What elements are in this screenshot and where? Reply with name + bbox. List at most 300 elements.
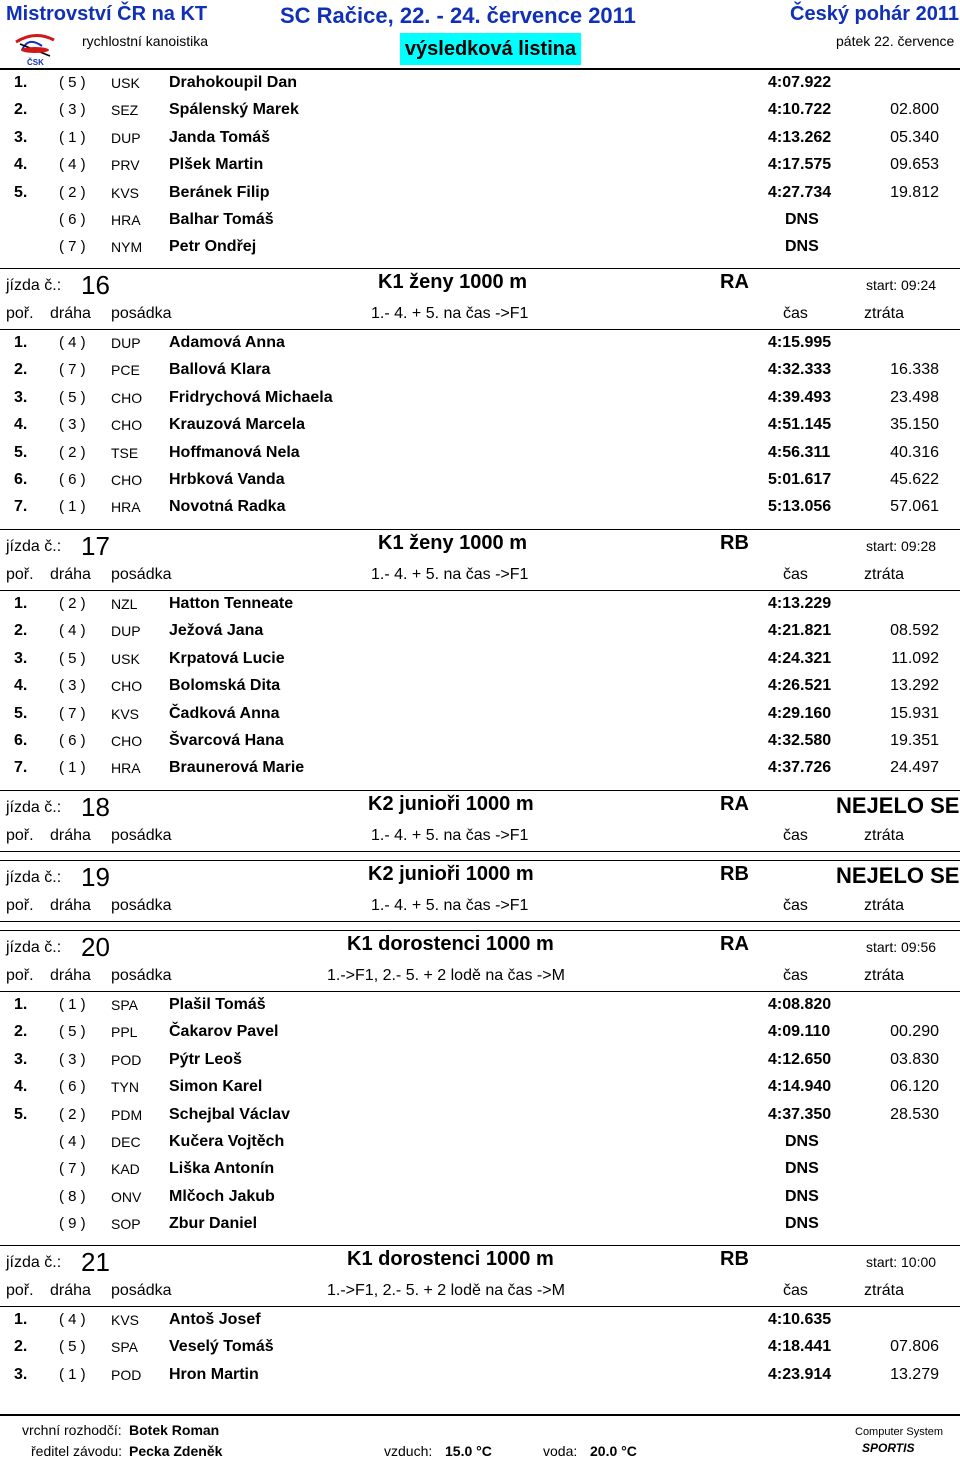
result-row [0, 234, 960, 261]
result-row [0, 97, 960, 124]
column-header [0, 564, 960, 590]
race-title: K1 dorostenci 1000 m [347, 933, 554, 955]
athlete-name: Mlčoch Jakub [169, 1187, 275, 1205]
rank: 3. [14, 649, 28, 667]
col-loss: ztráta [864, 566, 905, 583]
rank: 4. [14, 416, 28, 434]
column-header-divider [0, 851, 960, 852]
column-header-divider [0, 921, 960, 922]
result-row [0, 385, 960, 412]
race-title: K1 ženy 1000 m [378, 271, 527, 293]
athlete-name: Novotná Radka [169, 498, 286, 516]
start-time: start: 09:28 [866, 538, 937, 554]
race-header [0, 933, 960, 965]
venue-dates-title: SC Račice, 22. - 24. července 2011 [280, 3, 636, 28]
club-code: CHO [111, 678, 143, 695]
finish-time: 4:18.441 [768, 1338, 832, 1356]
rank: 2. [14, 101, 28, 119]
result-row [0, 618, 960, 645]
result-row [0, 646, 960, 673]
lane: ( 5 ) [59, 388, 86, 406]
col-loss: ztráta [864, 967, 905, 984]
finish-time: 4:10.722 [768, 101, 832, 119]
club-code: KVS [111, 705, 140, 722]
club-code: USK [111, 75, 140, 91]
race-number: 18 [81, 792, 110, 822]
time-loss: 03.830 [890, 1050, 939, 1068]
athlete-name: Hoffmanová Nela [169, 443, 300, 461]
rank: 1. [14, 1311, 28, 1328]
club-code: TYN [111, 1079, 139, 1096]
club-code: PCE [111, 362, 140, 379]
result-row [0, 494, 960, 521]
finish-time: 4:09.110 [768, 1023, 831, 1041]
race-group: RB [720, 863, 749, 885]
lane: ( 8 ) [59, 1187, 86, 1205]
lane: ( 3 ) [59, 101, 86, 119]
finish-time: 4:12.650 [768, 1050, 832, 1068]
athlete-name: Švarcová Hana [169, 732, 284, 749]
athlete-name: Krpatová Lucie [169, 649, 285, 667]
air-temp-value: 15.0 °C [445, 1443, 492, 1459]
time-loss: 02.800 [890, 101, 939, 119]
water-temp-value: 20.0 °C [590, 1443, 637, 1459]
athlete-name: Pýtr Leoš [169, 1050, 242, 1068]
not-held-notice: NEJELO SE [836, 863, 960, 888]
col-rank: poř. [6, 566, 34, 583]
col-loss: ztráta [864, 305, 905, 322]
column-header [0, 825, 960, 851]
cup-title: Český pohár 2011 [790, 3, 959, 25]
lane: ( 4 ) [59, 156, 86, 174]
finish-time: 4:56.311 [768, 443, 831, 461]
race-divider [0, 790, 960, 791]
race-group: RA [720, 793, 749, 815]
club-code: CHO [111, 389, 143, 406]
club-code: ONV [111, 1188, 142, 1205]
club-code: CHO [111, 417, 143, 434]
finish-time: 4:10.635 [768, 1311, 832, 1328]
race-number-label: jízda č.: [6, 277, 62, 294]
result-row [0, 152, 960, 179]
lane: ( 4 ) [59, 1133, 86, 1150]
col-lane: dráha [50, 305, 91, 322]
time-loss: 15.931 [890, 704, 939, 722]
lane: ( 1 ) [59, 498, 86, 516]
rank: 2. [14, 361, 28, 379]
club-code: HRA [111, 212, 141, 228]
finish-time: 4:08.820 [768, 996, 832, 1013]
col-rank: poř. [6, 1282, 34, 1299]
athlete-name: Petr Ondřej [169, 238, 257, 256]
lane: ( 1 ) [59, 759, 86, 777]
time-loss: 35.150 [890, 416, 939, 434]
col-lane: dráha [50, 566, 91, 583]
result-row [0, 1184, 960, 1211]
col-time: čas [783, 305, 808, 322]
rank: 1. [14, 334, 28, 351]
footer [0, 1414, 960, 1466]
championship-title: Mistrovství ČR na KT [6, 3, 208, 25]
result-row [0, 591, 960, 618]
club-code: DEC [111, 1134, 141, 1150]
race-number: 16 [81, 270, 110, 300]
finish-time: 4:07.922 [768, 74, 832, 91]
lane: ( 7 ) [59, 361, 86, 379]
race-divider [0, 268, 960, 269]
rank: 5. [14, 1105, 28, 1123]
start-time: start: 09:24 [866, 277, 937, 293]
finish-time: 5:13.056 [768, 498, 832, 516]
referee-label: vrchní rozhodčí: [22, 1422, 122, 1438]
rank: 6. [14, 732, 28, 749]
race-header [0, 271, 960, 303]
result-row [0, 70, 960, 97]
race-title: K2 junioři 1000 m [368, 793, 534, 815]
club-code: PDM [111, 1106, 143, 1123]
results-banner: výsledková listina [400, 33, 581, 65]
column-header [0, 965, 960, 991]
column-header [0, 895, 960, 921]
lane: ( 2 ) [59, 443, 86, 461]
col-rank: poř. [6, 897, 34, 914]
rank: 6. [14, 471, 28, 488]
race-title: K2 junioři 1000 m [368, 863, 534, 885]
result-row [0, 1362, 960, 1389]
finish-time: 4:26.521 [768, 677, 832, 695]
finish-time: 4:14.940 [768, 1078, 832, 1096]
athlete-name: Krauzová Marcela [169, 416, 306, 434]
time-loss: 45.622 [890, 471, 939, 488]
director-name: Pecka Zdeněk [129, 1443, 223, 1459]
athlete-name: Drahokoupil Dan [169, 74, 298, 91]
column-header [0, 1280, 960, 1306]
svg-text:ČSK: ČSK [27, 58, 44, 67]
time-loss: 40.316 [890, 443, 939, 461]
race-number-label: jízda č.: [6, 869, 62, 886]
event-date: pátek 22. července [836, 33, 955, 49]
finish-time: 5:01.617 [768, 471, 832, 488]
col-rank: poř. [6, 827, 34, 844]
col-time: čas [783, 967, 808, 984]
club-code: CHO [111, 733, 143, 749]
race-header [0, 1248, 960, 1280]
finish-time: 4:15.995 [768, 334, 832, 351]
club-code: SEZ [111, 102, 139, 119]
lane: ( 6 ) [59, 471, 86, 488]
finish-time: DNS [785, 1187, 819, 1205]
club-code: SPA [111, 997, 138, 1013]
finish-time: 4:13.229 [768, 595, 832, 612]
col-time: čas [783, 897, 808, 914]
time-loss: 09.653 [890, 156, 939, 174]
athlete-name: Kučera Vojtěch [169, 1133, 285, 1150]
club-code: PRV [111, 157, 140, 174]
col-crew: posádka [111, 305, 172, 322]
finish-time: 4:27.734 [768, 183, 832, 201]
result-row [0, 125, 960, 152]
lane: ( 1 ) [59, 996, 86, 1013]
col-crew: posádka [111, 827, 172, 844]
lane: ( 7 ) [59, 1160, 86, 1178]
col-rank: poř. [6, 305, 34, 322]
result-row [0, 357, 960, 384]
time-loss: 05.340 [890, 128, 939, 146]
race-title: K1 dorostenci 1000 m [347, 1248, 554, 1270]
rank: 4. [14, 677, 28, 695]
athlete-name: Liška Antonín [169, 1160, 275, 1178]
club-code: KAD [111, 1161, 140, 1178]
athlete-name: Schejbal Václav [169, 1105, 290, 1123]
lane: ( 3 ) [59, 677, 86, 695]
club-code: POD [111, 1051, 142, 1068]
finish-time: 4:51.145 [768, 416, 832, 434]
athlete-name: Plšek Martin [169, 156, 264, 174]
athlete-name: Čadková Anna [169, 704, 280, 722]
rank: 1. [14, 996, 28, 1013]
race-group: RB [720, 532, 749, 554]
result-row [0, 207, 960, 234]
lane: ( 5 ) [59, 649, 86, 667]
progression-rule: 1.->F1, 2.- 5. + 2 lodě na čas ->M [327, 967, 565, 984]
race-divider [0, 529, 960, 530]
rank: 3. [14, 1050, 28, 1068]
result-row [0, 467, 960, 494]
club-code: NZL [111, 596, 138, 612]
lane: ( 3 ) [59, 1050, 86, 1068]
time-loss: 28.530 [890, 1105, 939, 1123]
result-row [0, 701, 960, 728]
col-crew: posádka [111, 1282, 172, 1299]
result-row [0, 1211, 960, 1238]
lane: ( 9 ) [59, 1215, 86, 1233]
time-loss: 57.061 [890, 498, 939, 516]
race-number-label: jízda č.: [6, 939, 62, 956]
club-code: CHO [111, 472, 143, 488]
lane: ( 7 ) [59, 238, 86, 256]
race-divider [0, 1245, 960, 1246]
lane: ( 6 ) [59, 732, 86, 749]
col-crew: posádka [111, 967, 172, 984]
race-number: 17 [81, 531, 110, 561]
col-time: čas [783, 827, 808, 844]
time-loss: 24.497 [890, 759, 939, 777]
club-code: SPA [111, 1339, 138, 1356]
rank: 1. [14, 74, 28, 91]
lane: ( 2 ) [59, 1105, 86, 1123]
result-row [0, 1019, 960, 1046]
result-row [0, 728, 960, 755]
lane: ( 1 ) [59, 128, 86, 146]
lane: ( 2 ) [59, 183, 86, 201]
progression-rule: 1.- 4. + 5. na čas ->F1 [371, 897, 529, 914]
result-row [0, 1047, 960, 1074]
club-code: DUP [111, 623, 141, 640]
club-code: NYM [111, 239, 143, 256]
finish-time: 4:29.160 [768, 704, 832, 722]
finish-time: DNS [785, 1215, 819, 1233]
col-time: čas [783, 566, 808, 583]
col-time: čas [783, 1282, 808, 1299]
finish-time: 4:24.321 [768, 649, 832, 667]
club-code: HRA [111, 499, 141, 516]
federation-logo-icon [12, 28, 58, 68]
rank: 2. [14, 622, 28, 640]
result-row [0, 440, 960, 467]
race-number-label: jízda č.: [6, 1254, 62, 1271]
start-time: start: 10:00 [866, 1254, 937, 1270]
finish-time: 4:23.914 [768, 1365, 832, 1383]
time-loss: 06.120 [890, 1078, 939, 1096]
result-row [0, 1129, 960, 1156]
sportis-logo: SPORTIS [862, 1441, 915, 1455]
race-group: RB [720, 1248, 749, 1270]
time-loss: 19.812 [890, 183, 939, 201]
athlete-name: Hatton Tenneate [169, 595, 294, 612]
result-row [0, 1156, 960, 1183]
progression-rule: 1.->F1, 2.- 5. + 2 lodě na čas ->M [327, 1282, 565, 1299]
race-group: RA [720, 933, 749, 955]
finish-time: 4:13.262 [768, 128, 832, 146]
rank: 2. [14, 1023, 28, 1041]
club-code: PPL [111, 1024, 138, 1041]
col-lane: dráha [50, 1282, 91, 1299]
result-row [0, 673, 960, 700]
club-code: HRA [111, 760, 141, 777]
rank: 5. [14, 704, 28, 722]
water-temp-label: voda: [543, 1443, 578, 1459]
progression-rule: 1.- 4. + 5. na čas ->F1 [371, 305, 529, 322]
result-row [0, 992, 960, 1019]
club-code: POD [111, 1366, 142, 1383]
athlete-name: Janda Tomáš [169, 128, 271, 146]
club-code: KVS [111, 1312, 140, 1328]
not-held-notice: NEJELO SE [836, 793, 960, 818]
col-crew: posádka [111, 566, 172, 583]
lane: ( 1 ) [59, 1365, 86, 1383]
race-number-label: jízda č.: [6, 799, 62, 816]
finish-time: 4:37.726 [768, 759, 832, 777]
finish-time: 4:32.333 [768, 361, 832, 379]
result-row [0, 330, 960, 357]
finish-time: 4:32.580 [768, 732, 832, 749]
rank: 7. [14, 759, 28, 777]
col-rank: poř. [6, 967, 34, 984]
lane: ( 4 ) [59, 622, 86, 640]
result-row [0, 1334, 960, 1361]
club-code: KVS [111, 184, 140, 201]
time-loss: 08.592 [890, 622, 939, 640]
lane: ( 5 ) [59, 1338, 86, 1356]
race-header [0, 532, 960, 564]
lane: ( 3 ) [59, 416, 86, 434]
col-lane: dráha [50, 897, 91, 914]
rank: 4. [14, 1078, 28, 1096]
athlete-name: Balhar Tomáš [169, 211, 274, 228]
rank: 4. [14, 156, 28, 174]
time-loss: 13.279 [890, 1365, 939, 1383]
lane: ( 5 ) [59, 1023, 86, 1041]
rank: 7. [14, 498, 28, 516]
result-row [0, 1102, 960, 1129]
athlete-name: Antoš Josef [169, 1311, 261, 1328]
athlete-name: Bolomská Dita [169, 677, 281, 695]
athlete-name: Simon Karel [169, 1078, 263, 1096]
athlete-name: Fridrychová Michaela [169, 388, 333, 406]
finish-time: DNS [785, 211, 819, 228]
time-loss: 23.498 [890, 388, 939, 406]
athlete-name: Adamová Anna [169, 334, 285, 351]
air-temp-label: vzduch: [384, 1443, 433, 1459]
race-divider [0, 930, 960, 931]
result-row [0, 1074, 960, 1101]
computer-system-label: Computer System [855, 1426, 944, 1438]
athlete-name: Spálenský Marek [169, 101, 299, 119]
athlete-name: Plašil Tomáš [169, 996, 266, 1013]
finish-time: 4:21.821 [768, 622, 832, 640]
club-code: DUP [111, 335, 141, 351]
col-loss: ztráta [864, 897, 905, 914]
col-loss: ztráta [864, 1282, 905, 1299]
time-loss: 19.351 [890, 732, 939, 749]
race-number-label: jízda č.: [6, 538, 62, 555]
athlete-name: Beránek Filip [169, 183, 270, 201]
progression-rule: 1.- 4. + 5. na čas ->F1 [371, 566, 529, 583]
club-code: TSE [111, 444, 139, 461]
director-label: ředitel závodu: [31, 1443, 123, 1459]
race-divider [0, 860, 960, 861]
rank: 1. [14, 595, 28, 612]
lane: ( 2 ) [59, 595, 86, 612]
result-row [0, 755, 960, 782]
progression-rule: 1.- 4. + 5. na čas ->F1 [371, 827, 529, 844]
col-lane: dráha [50, 967, 91, 984]
finish-time: 4:39.493 [768, 388, 832, 406]
lane: ( 6 ) [59, 211, 86, 228]
time-loss: 00.290 [890, 1023, 939, 1041]
athlete-name: Zbur Daniel [169, 1215, 258, 1233]
finish-time: DNS [785, 1133, 819, 1150]
lane: ( 4 ) [59, 1311, 86, 1328]
club-code: USK [111, 650, 140, 667]
lane: ( 5 ) [59, 74, 86, 91]
lane: ( 7 ) [59, 704, 86, 722]
result-row [0, 412, 960, 439]
col-crew: posádka [111, 897, 172, 914]
time-loss: 11.092 [891, 649, 939, 667]
club-code: SOP [111, 1216, 141, 1233]
lane: ( 4 ) [59, 334, 86, 351]
athlete-name: Hrbková Vanda [169, 471, 285, 488]
club-code: DUP [111, 129, 141, 146]
time-loss: 16.338 [890, 361, 939, 379]
start-time: start: 09:56 [866, 939, 937, 955]
finish-time: DNS [785, 1160, 819, 1178]
athlete-name: Čakarov Pavel [169, 1023, 279, 1041]
race-number: 20 [81, 932, 110, 962]
rank: 5. [14, 443, 28, 461]
race-number: 19 [81, 862, 110, 892]
rank: 3. [14, 388, 28, 406]
race-header [0, 793, 960, 825]
result-row [0, 180, 960, 207]
rank: 5. [14, 183, 28, 201]
rank: 3. [14, 128, 28, 146]
result-row [0, 1307, 960, 1334]
rank: 3. [14, 1365, 28, 1383]
finish-time: 4:17.575 [768, 156, 832, 174]
athlete-name: Veselý Tomáš [169, 1338, 274, 1356]
